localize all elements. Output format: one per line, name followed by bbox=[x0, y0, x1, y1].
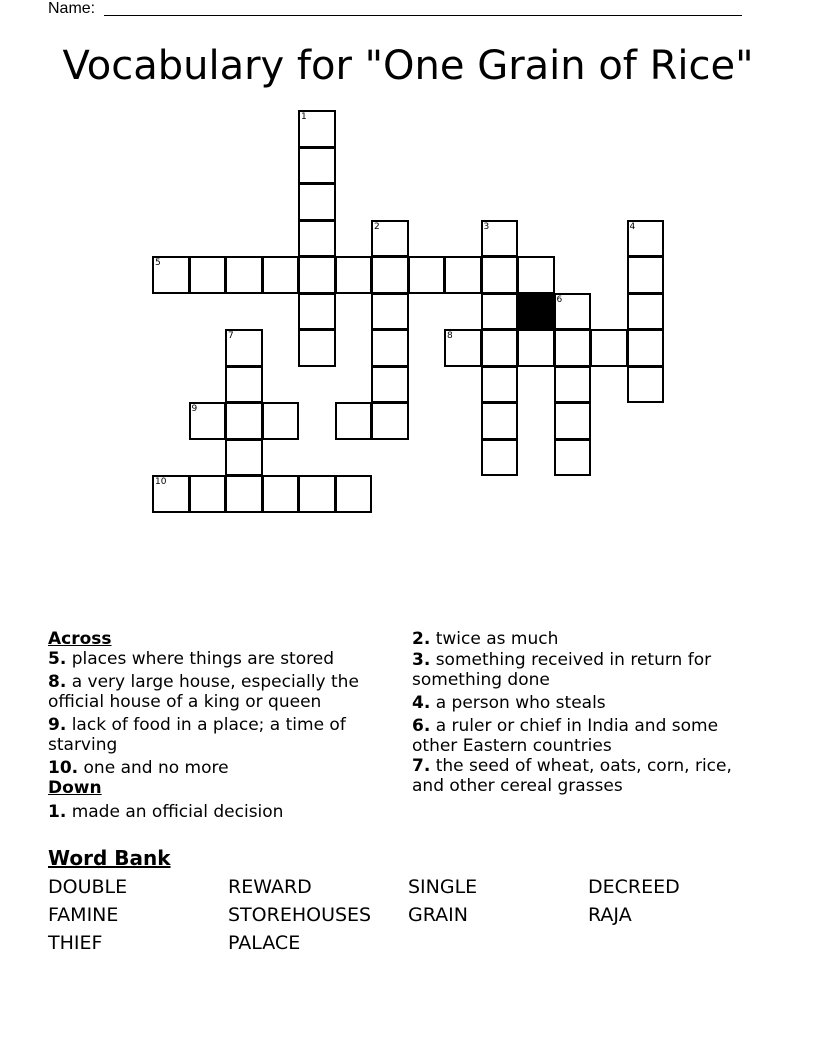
crossword-cell[interactable] bbox=[481, 402, 519, 440]
crossword-cell[interactable] bbox=[298, 147, 336, 185]
crossword-cell[interactable] bbox=[189, 402, 227, 440]
crossword-block bbox=[517, 293, 555, 331]
clue-number-label: 6 bbox=[556, 294, 563, 305]
clue-number: 4. bbox=[412, 693, 431, 713]
crossword-cell[interactable] bbox=[298, 183, 336, 221]
crossword-cell[interactable] bbox=[335, 402, 373, 440]
clue-down-3 bbox=[412, 650, 752, 690]
crossword-cell[interactable] bbox=[481, 366, 519, 404]
clue-text: the seed of wheat, oats, corn, rice, and other cereal grasses bbox=[412, 756, 732, 796]
crossword-cell[interactable] bbox=[627, 329, 665, 367]
clue-text: something received in return for something done bbox=[412, 650, 712, 690]
crossword-cell[interactable] bbox=[371, 293, 409, 331]
crossword-cell[interactable] bbox=[189, 256, 227, 294]
clue-number: 5. bbox=[48, 649, 67, 669]
crossword-cell[interactable] bbox=[152, 256, 190, 294]
word-bank-word: RAJA bbox=[588, 904, 632, 926]
crossword-cell[interactable] bbox=[262, 475, 300, 513]
crossword-cell[interactable] bbox=[590, 329, 628, 367]
crossword-cell[interactable] bbox=[335, 475, 373, 513]
word-bank-word: STOREHOUSES bbox=[228, 904, 372, 926]
crossword-cell[interactable] bbox=[444, 256, 482, 294]
crossword-cell[interactable] bbox=[554, 293, 592, 331]
clue-across-9 bbox=[48, 715, 388, 755]
crossword-cell[interactable] bbox=[481, 256, 519, 294]
clue-number-label: 4 bbox=[629, 221, 636, 232]
clue-number: 6. bbox=[412, 716, 431, 736]
word-bank-word: DOUBLE bbox=[48, 876, 128, 898]
crossword-cell[interactable] bbox=[225, 402, 263, 440]
crossword-cell[interactable] bbox=[627, 366, 665, 404]
clue-text: a very large house, especially the official house of a king or queen bbox=[48, 672, 359, 712]
clue-number: 1. bbox=[48, 802, 67, 822]
crossword-cell[interactable] bbox=[298, 110, 336, 148]
crossword-cell[interactable] bbox=[371, 220, 409, 258]
crossword-cell[interactable] bbox=[517, 329, 555, 367]
clue-number: 8. bbox=[48, 672, 67, 692]
clues-left-column bbox=[48, 629, 388, 825]
clue-text: lack of food in a place; a time of starving bbox=[48, 715, 346, 755]
crossword-cell[interactable] bbox=[225, 366, 263, 404]
crossword-cell[interactable] bbox=[225, 475, 263, 513]
crossword-cell[interactable] bbox=[481, 220, 519, 258]
crossword-cell[interactable] bbox=[371, 402, 409, 440]
crossword-cell[interactable] bbox=[554, 329, 592, 367]
word-bank-word: THIEF bbox=[48, 932, 103, 954]
crossword-cell[interactable] bbox=[298, 293, 336, 331]
clue-number-label: 10 bbox=[155, 477, 167, 487]
clue-down-2 bbox=[412, 629, 752, 649]
crossword-cell[interactable] bbox=[335, 256, 373, 294]
crossword-cell[interactable] bbox=[481, 439, 519, 477]
word-bank-word: FAMINE bbox=[48, 904, 119, 926]
crossword-cell[interactable] bbox=[554, 402, 592, 440]
crossword-cell[interactable] bbox=[262, 256, 300, 294]
clue-across-10 bbox=[48, 758, 388, 778]
crossword-cell[interactable] bbox=[627, 256, 665, 294]
clue-down-7 bbox=[412, 756, 752, 796]
page-title: Vocabulary for "One Grain of Rice" bbox=[62, 43, 754, 89]
clue-number-label: 9 bbox=[191, 404, 198, 414]
crossword-cell[interactable] bbox=[189, 475, 227, 513]
crossword-cell[interactable] bbox=[554, 439, 592, 477]
word-bank-word: DECREED bbox=[588, 876, 680, 898]
clue-across-8 bbox=[48, 672, 388, 712]
crossword-cell[interactable] bbox=[371, 366, 409, 404]
clue-text: a person who steals bbox=[435, 693, 606, 713]
clues-right-column bbox=[412, 629, 752, 799]
crossword-cell[interactable] bbox=[554, 366, 592, 404]
crossword-cell[interactable] bbox=[444, 329, 482, 367]
crossword-cell[interactable] bbox=[152, 475, 190, 513]
word-bank-word: PALACE bbox=[228, 932, 301, 954]
clue-number-label: 1 bbox=[301, 112, 307, 122]
crossword-cell[interactable] bbox=[225, 439, 263, 477]
clue-down-4 bbox=[412, 693, 752, 713]
word-bank-title: Word Bank bbox=[48, 846, 171, 870]
clue-number-label: 2 bbox=[374, 221, 380, 232]
crossword-cell[interactable] bbox=[298, 329, 336, 367]
crossword-cell[interactable] bbox=[298, 220, 336, 258]
clue-text: twice as much bbox=[435, 629, 559, 649]
word-bank-word: SINGLE bbox=[408, 876, 478, 898]
clue-text: one and no more bbox=[83, 758, 229, 778]
clue-text: a ruler or chief in India and some other Eastern countries bbox=[412, 716, 719, 756]
clue-down-6 bbox=[412, 716, 752, 756]
clue-number-label: 3 bbox=[483, 221, 490, 232]
crossword-cell[interactable] bbox=[517, 256, 555, 294]
clue-across-5 bbox=[48, 649, 388, 669]
crossword-cell[interactable] bbox=[627, 293, 665, 331]
across-heading: Across bbox=[48, 629, 112, 649]
crossword-cell[interactable] bbox=[627, 220, 665, 258]
clue-text: places where things are stored bbox=[71, 649, 334, 669]
clue-number-label: 5 bbox=[155, 258, 161, 268]
word-bank-word: GRAIN bbox=[408, 904, 468, 926]
crossword-cell[interactable] bbox=[262, 402, 300, 440]
clue-number: 10. bbox=[48, 758, 79, 778]
clue-down-1 bbox=[48, 802, 388, 822]
crossword-cell[interactable] bbox=[298, 256, 336, 294]
clue-number-label: 8 bbox=[447, 331, 453, 341]
clue-text: made an official decision bbox=[71, 802, 284, 822]
crossword-cell[interactable] bbox=[298, 475, 336, 513]
crossword-cell[interactable] bbox=[371, 256, 409, 294]
crossword-cell[interactable] bbox=[225, 256, 263, 294]
name-label: Name: bbox=[48, 0, 96, 17]
crossword-cell[interactable] bbox=[481, 329, 519, 367]
crossword-cell[interactable] bbox=[371, 329, 409, 367]
crossword-cell[interactable] bbox=[408, 256, 446, 294]
word-bank-word: REWARD bbox=[228, 876, 312, 898]
clue-number: 2. bbox=[412, 629, 431, 649]
clue-number: 9. bbox=[48, 715, 67, 735]
clue-number-label: 7 bbox=[228, 331, 234, 341]
clue-number: 7. bbox=[412, 756, 431, 776]
down-heading: Down bbox=[48, 778, 102, 798]
clue-number: 3. bbox=[412, 650, 431, 670]
crossword-cell[interactable] bbox=[481, 293, 519, 331]
crossword-cell[interactable] bbox=[225, 329, 263, 367]
